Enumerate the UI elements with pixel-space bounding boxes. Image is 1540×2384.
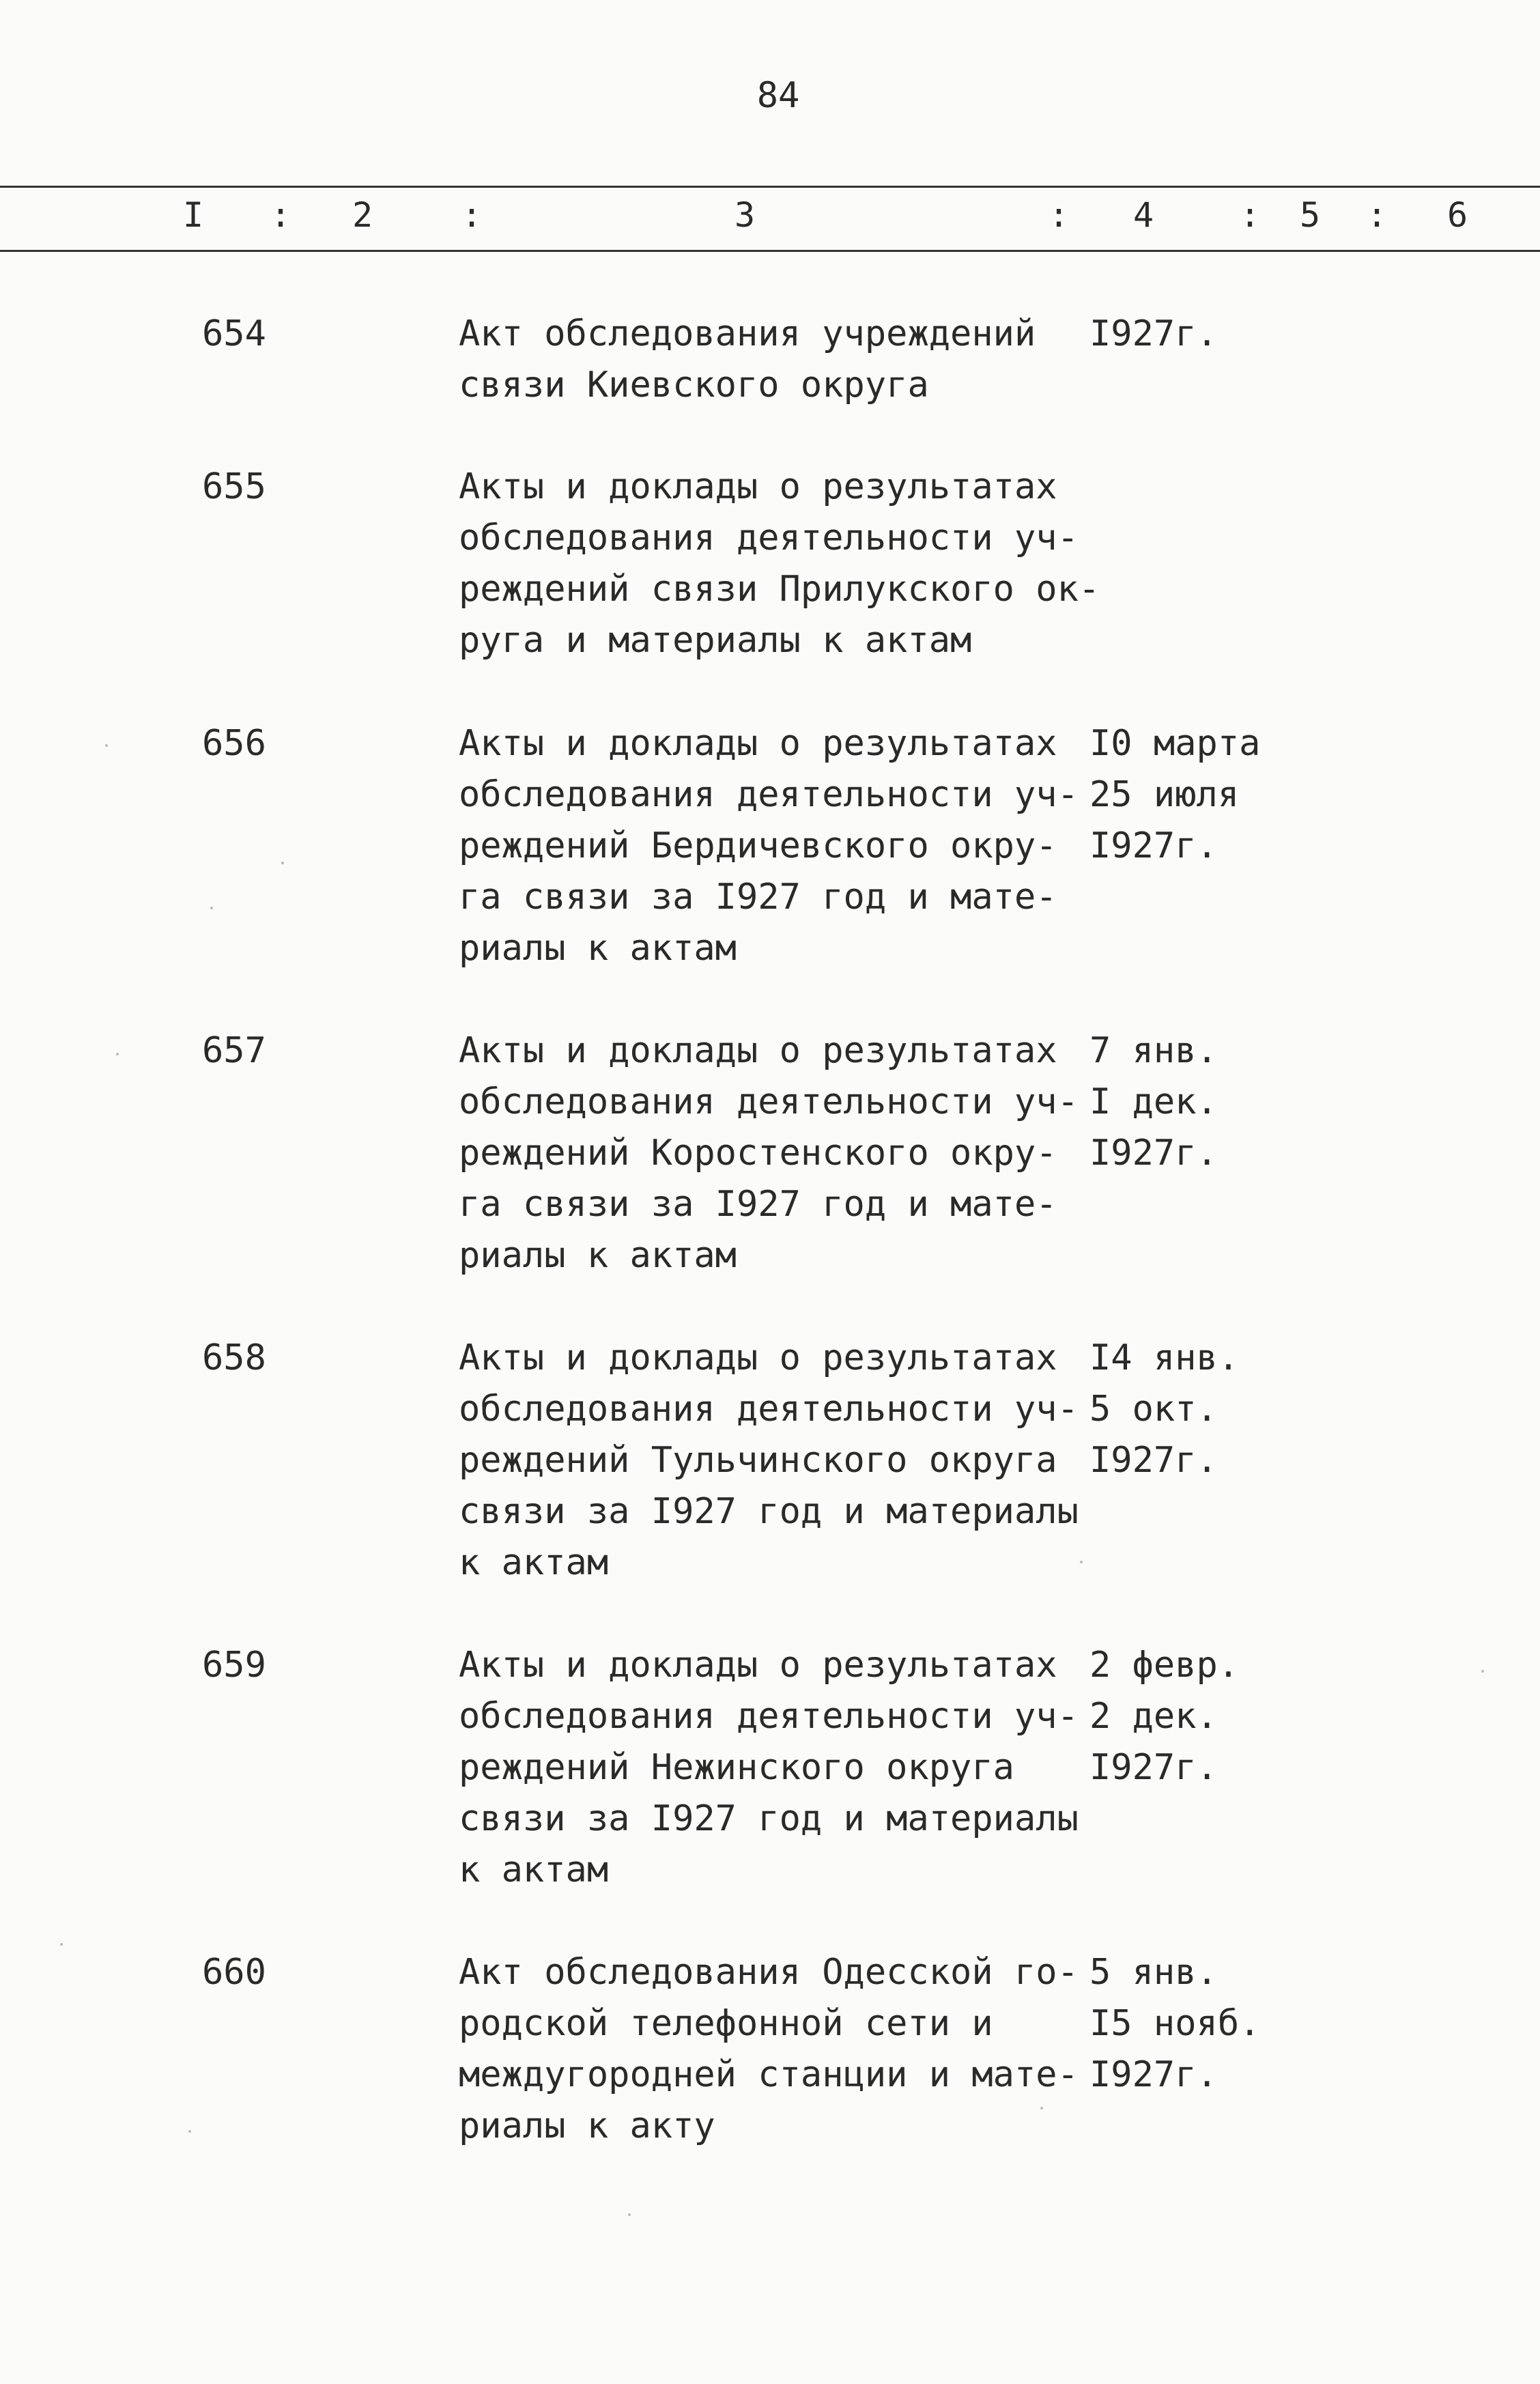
entry-number: 656	[202, 723, 266, 764]
entry-dates: I4 янв. 5 окт. I927г.	[1089, 1337, 1240, 1481]
column-header-4: 4	[1133, 195, 1154, 235]
entry-description: Акты и доклады о результатах обследования деятельности уч- реждений Коростенского окру- га связи за I927 год и мате- риалы к актам	[459, 1030, 1079, 1276]
scan-speck	[1481, 1670, 1484, 1673]
entry-number: 657	[202, 1030, 266, 1071]
column-separator: :	[1367, 195, 1388, 235]
column-header-3: 3	[735, 195, 756, 235]
entry-description: Акт обследования учреждений связи Киевского округа	[459, 313, 1036, 406]
column-separator: :	[1240, 195, 1261, 235]
scan-speck	[116, 1053, 119, 1055]
header-rule-top	[0, 186, 1540, 188]
entry-number: 655	[202, 466, 266, 507]
column-separator: :	[270, 195, 291, 235]
entry-description: Акты и доклады о результатах обследования деятельности уч- реждений Тульчинского округа связи за I927 год и материалы к актам	[459, 1337, 1079, 1583]
scan-speck	[210, 907, 213, 909]
entry-description: Акты и доклады о результатах обследования деятельности уч- реждений связи Прилукского ок- руга и материалы к актам	[459, 466, 1100, 661]
entry-dates: I0 марта 25 июля I927г.	[1089, 723, 1261, 866]
entry-number: 659	[202, 1645, 266, 1686]
scan-speck	[1080, 1561, 1083, 1563]
entry-number: 658	[202, 1337, 266, 1378]
scan-speck	[60, 1943, 63, 1946]
scan-speck	[281, 862, 284, 864]
page-number: 84	[756, 75, 800, 116]
scan-speck	[105, 744, 108, 747]
column-header-2: 2	[352, 195, 373, 235]
entry-number: 654	[202, 313, 266, 354]
entry-description: Акт обследования Одесской го- родской телефонной сети и междугородней станции и мате- риалы к акту	[459, 1952, 1079, 2146]
entry-description: Акты и доклады о результатах обследования деятельности уч- реждений Бердичевского окру- га связи за I927 год и мате- риалы к актам	[459, 723, 1079, 969]
column-header-1: I	[183, 195, 204, 235]
header-rule-bottom	[0, 250, 1540, 252]
column-header-5: 5	[1300, 195, 1321, 235]
scan-speck	[188, 2130, 191, 2133]
entry-dates: 2 февр. 2 дек. I927г.	[1089, 1645, 1240, 1788]
scan-speck	[628, 2213, 631, 2216]
column-separator: :	[461, 195, 483, 235]
entry-number: 660	[202, 1952, 266, 1993]
column-separator: :	[1049, 195, 1070, 235]
column-header-6: 6	[1447, 195, 1468, 235]
entry-dates: 7 янв. I дек. I927г.	[1089, 1030, 1218, 1174]
scan-speck	[1040, 2107, 1043, 2110]
entry-dates: 5 янв. I5 нояб. I927г.	[1089, 1952, 1261, 2095]
entry-description: Акты и доклады о результатах обследования деятельности уч- реждений Нежинского округа связи за I927 год и материалы к актам	[459, 1645, 1079, 1890]
entry-dates: I927г.	[1089, 313, 1218, 354]
